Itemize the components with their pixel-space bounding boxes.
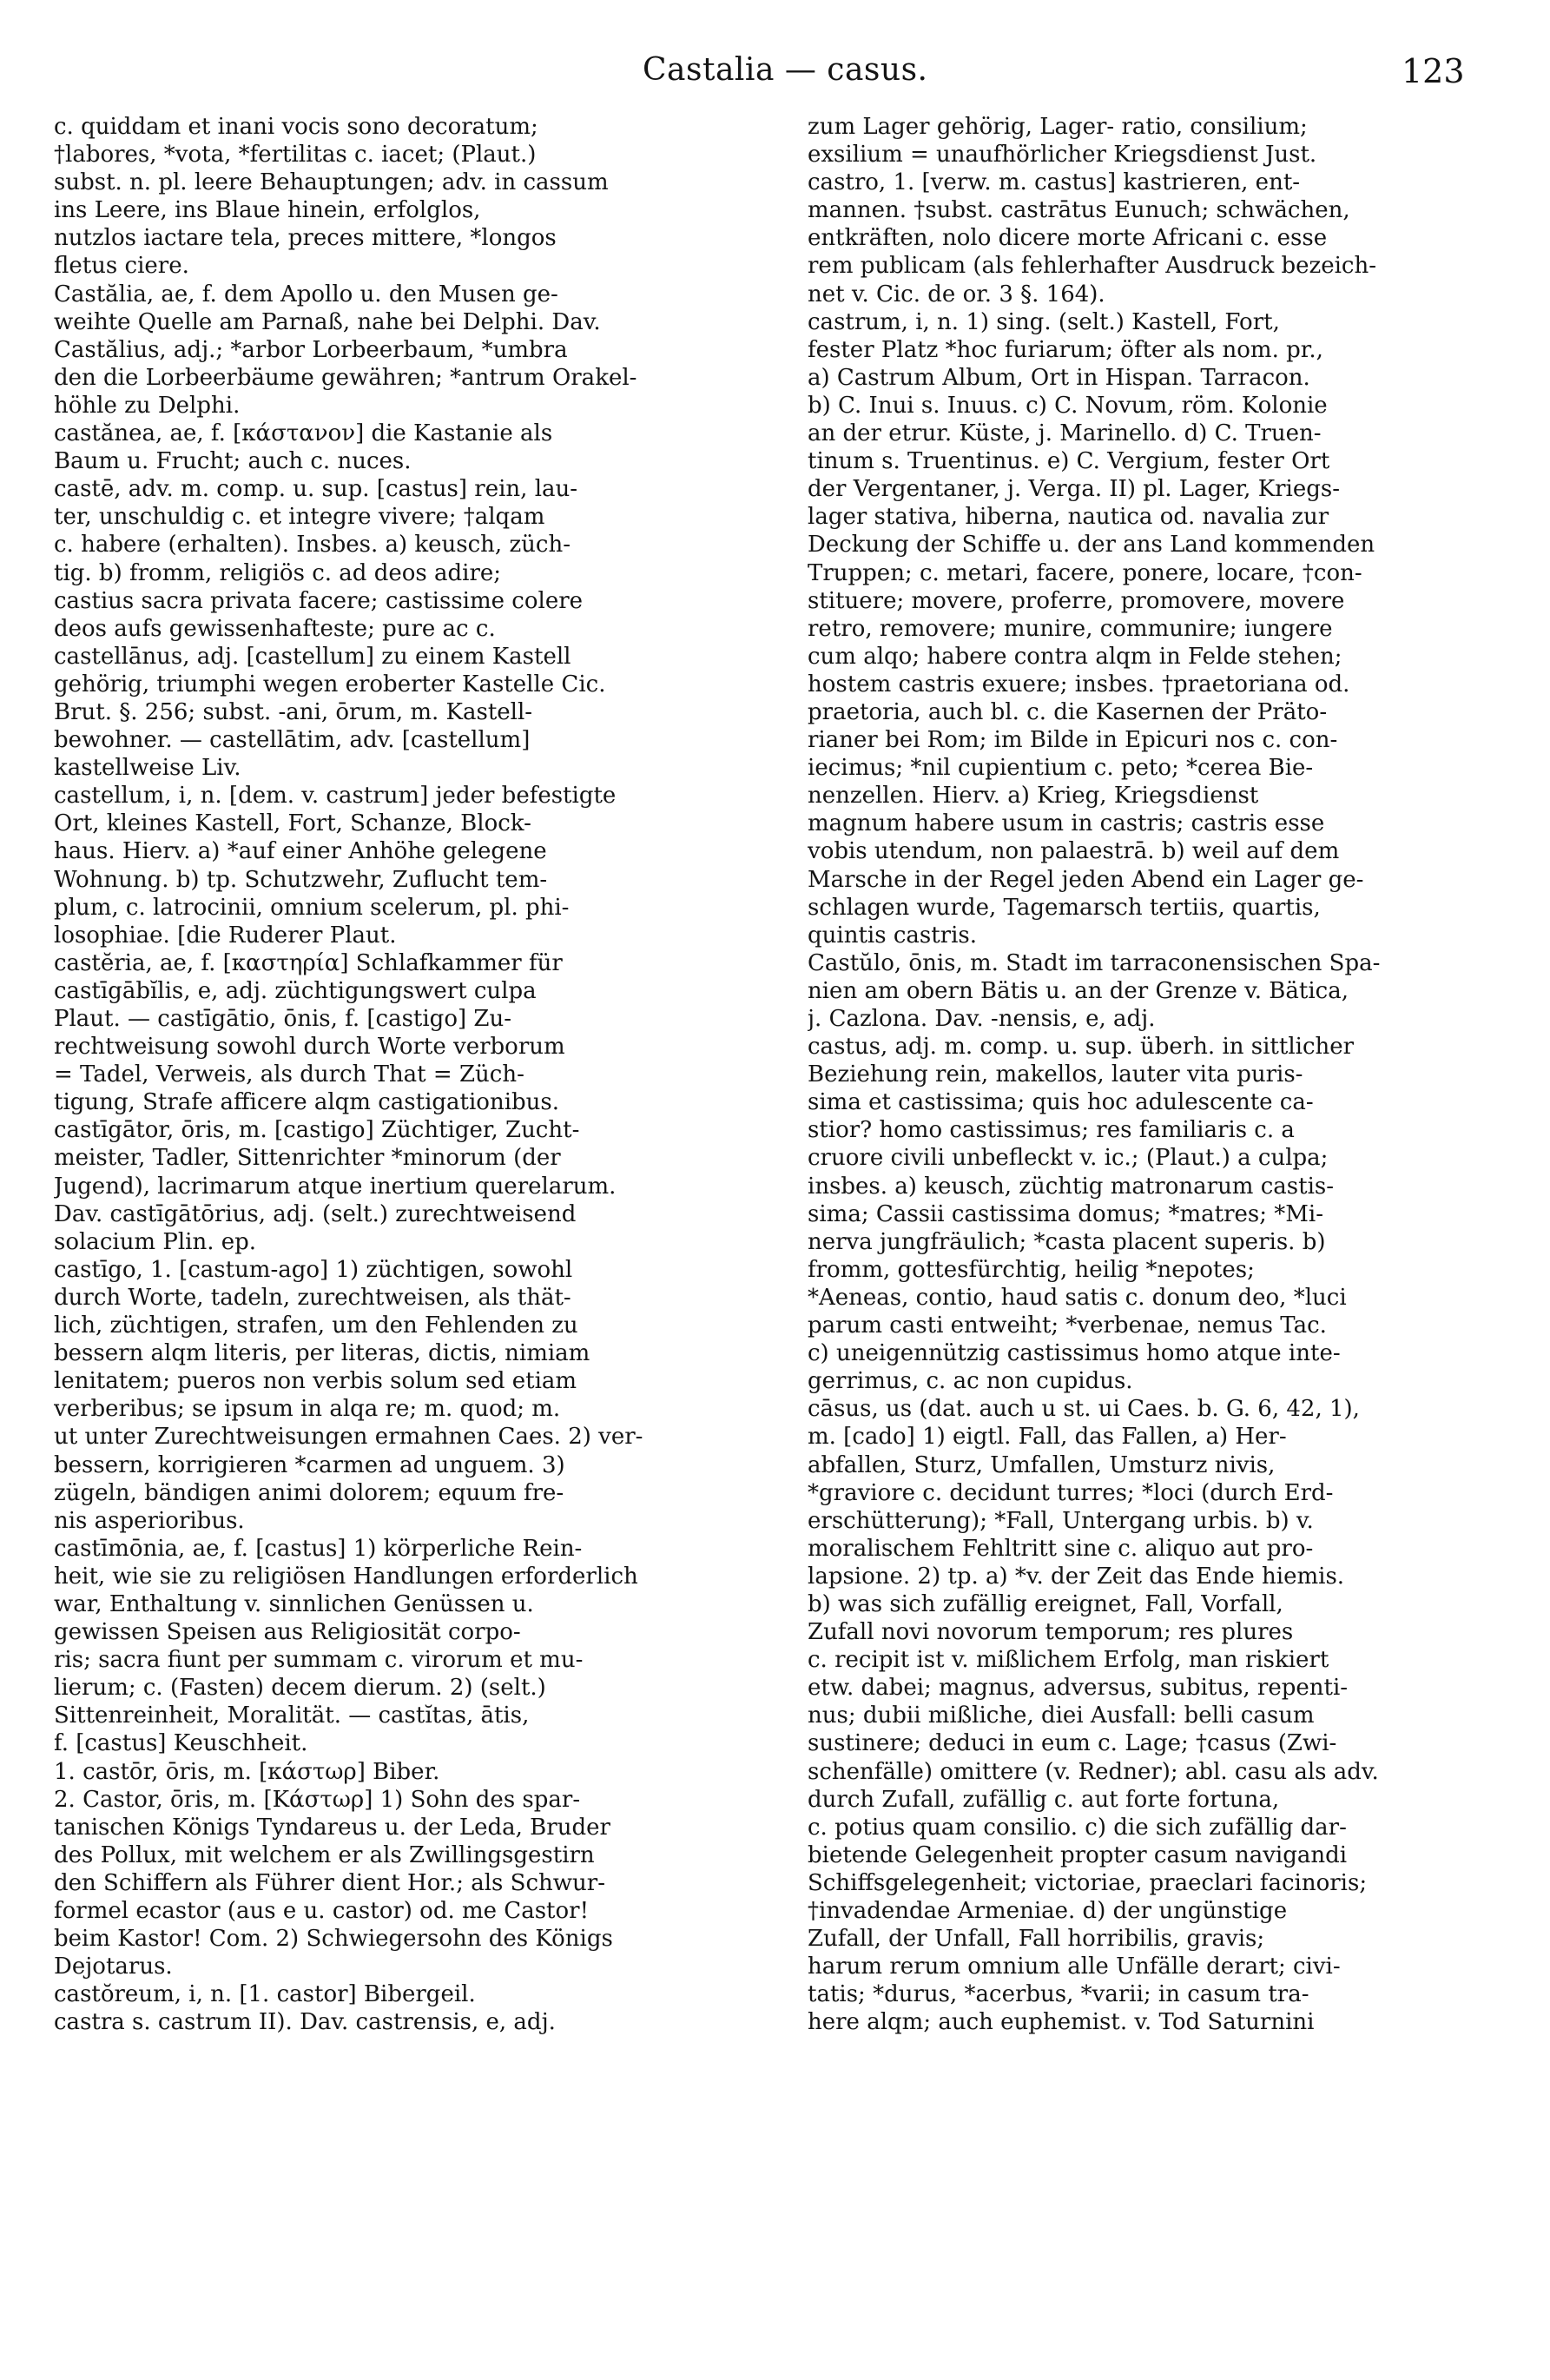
text-line: c. potius quam consilio. c) die sich zufällig dar- — [808, 1814, 1347, 1841]
text-line: lierum; c. (Fasten) decem dierum. 2) (selt.) — [54, 1675, 546, 1702]
text-line: nerva jungfräulich; *casta placent superis. b) — [808, 1228, 1326, 1255]
text-line: exsilium = unaufhörlicher Kriegsdienst Just. — [808, 142, 1317, 169]
text-line: bessern alqm literis, per literas, dictis, nimiam — [54, 1340, 590, 1367]
text-line: vobis utendum, non palaestrā. b) weil auf dem — [808, 838, 1340, 865]
text-line: b) C. Inui s. Inuus. c) C. Novum, röm. Kolonie — [808, 392, 1328, 419]
text-line: ris; sacra fiunt per summam c. virorum et mu- — [54, 1647, 584, 1674]
text-line: kastellweise Liv. — [54, 755, 241, 782]
text-line: war, Enthaltung v. sinnlichen Genüssen u. — [54, 1590, 534, 1617]
text-line: 1. castōr, ōris, m. [κάστωρ] Biber. — [54, 1758, 440, 1785]
text-line: Truppen; c. metari, facere, ponere, locare, †con- — [808, 559, 1362, 586]
text-line: net v. Cic. de or. 3 §. 164). — [808, 281, 1105, 307]
text-line: gerrimus, c. ac non cupidus. — [808, 1368, 1133, 1395]
text-line: haus. Hierv. a) *auf einer Anhöhe gelegene — [54, 838, 547, 865]
text-line: stior? homo castissimus; res familiaris c. a — [808, 1117, 1295, 1144]
text-line: deos aufs gewissenhafteste; pure ac c. — [54, 615, 496, 642]
text-line: quintis castris. — [808, 922, 978, 949]
text-line: höhle zu Delphi. — [54, 392, 241, 419]
text-line: Ort, kleines Kastell, Fort, Schanze, Block- — [54, 810, 531, 837]
text-line: gewissen Speisen aus Religiosität corpo- — [54, 1619, 521, 1646]
text-line: harum rerum omnium alle Unfälle derart; civi- — [808, 1954, 1341, 1980]
text-line: heit, wie sie zu religiösen Handlungen erforderlich — [54, 1563, 638, 1590]
text-line: durch Worte, tadeln, zurechtweisen, als thät- — [54, 1284, 571, 1311]
text-line: castănea, ae, f. [κάστανον] die Kastanie als — [54, 420, 553, 447]
text-line: ins Leere, ins Blaue hinein, erfolglos, — [54, 197, 481, 224]
text-line: castra s. castrum II). Dav. castrensis, e, adj. — [54, 2009, 556, 2036]
text-line: lapsione. 2) tp. a) *v. der Zeit das Ende hiemis. — [808, 1563, 1345, 1590]
text-line: iecimus; *nil cupientium c. peto; *cerea Bie- — [808, 755, 1314, 782]
text-line: nien am obern Bätis u. an der Grenze v. Bätica, — [808, 977, 1349, 1004]
text-line: f. [castus] Keuschheit. — [54, 1730, 308, 1757]
text-line: zum Lager gehörig, Lager- ratio, consilium; — [808, 114, 1308, 140]
text-line: magnum habere usum in castris; castris esse — [808, 810, 1325, 837]
text-line: lich, züchtigen, strafen, um den Fehlenden zu — [54, 1312, 578, 1339]
text-line: c. recipit ist v. mißlichem Erfolg, man riskiert — [808, 1647, 1329, 1674]
text-line: Wohnung. b) tp. Schutzwehr, Zuflucht tem- — [54, 866, 548, 893]
text-line: bewohner. — castellātim, adv. [castellum] — [54, 727, 531, 754]
text-line: formel ecastor (aus e u. castor) od. me Castor! — [54, 1898, 590, 1924]
text-line: m. [cado] 1) eigtl. Fall, das Fallen, a) Her- — [808, 1424, 1287, 1451]
text-line: retro, removere; munire, communire; iungere — [808, 615, 1333, 642]
text-line: sustinere; deduci in eum c. Lage; †casus (Zwi- — [808, 1730, 1337, 1757]
text-line: schlagen wurde, Tagemarsch tertiis, quartis, — [808, 894, 1321, 921]
text-line: tinum s. Truentinus. e) C. Vergium, fester Ort — [808, 448, 1330, 475]
text-line: stituere; movere, proferre, promovere, movere — [808, 587, 1345, 614]
text-line: solacium Plin. ep. — [54, 1228, 257, 1255]
text-line: schenfälle) omittere (v. Redner); abl. casu als adv. — [808, 1758, 1379, 1785]
text-line: an der etrur. Küste, j. Marinello. d) C. Truen- — [808, 420, 1322, 447]
text-line: des Pollux, mit welchem er als Zwillingsgestirn — [54, 1841, 595, 1868]
text-line: durch Zufall, zufällig c. aut forte fortuna, — [808, 1786, 1280, 1813]
text-line: Zufall, der Unfall, Fall horribilis, gravis; — [808, 1926, 1265, 1953]
text-line: tatis; *durus, *acerbus, *varii; in casum tra- — [808, 1981, 1309, 2008]
text-line: = Tadel, Verweis, als durch That = Züch- — [54, 1061, 524, 1088]
text-line: c) uneigennützig castissimus homo atque inte- — [808, 1340, 1341, 1367]
text-line: rianer bei Rom; im Bilde in Epicuri nos c. con- — [808, 727, 1338, 754]
text-line: castīgābĭlis, e, adj. züchtigungswert culpa — [54, 977, 537, 1004]
text-line: Deckung der Schiffe u. der ans Land kommenden — [808, 532, 1375, 559]
text-line: Dejotarus. — [54, 1954, 173, 1980]
text-line: c. quiddam et inani vocis sono decoratum; — [54, 114, 538, 140]
text-line: zügeln, bändigen animi dolorem; equum fre- — [54, 1479, 564, 1506]
right-column — [808, 113, 1537, 2363]
text-line: castīmōnia, ae, f. [castus] 1) körperliche Rein- — [54, 1535, 583, 1562]
text-line: rem publicam (als fehlerhafter Ausdruck bezeich- — [808, 253, 1377, 280]
text-line: gehörig, triumphi wegen eroberter Kastelle Cic. — [54, 671, 606, 697]
text-line: castro, 1. [verw. m. castus] kastrieren, ent- — [808, 169, 1301, 196]
text-line: ut unter Zurechtweisungen ermahnen Caes. 2) ver- — [54, 1424, 643, 1451]
text-line: b) was sich zufällig ereignet, Fall, Vorfall, — [808, 1590, 1283, 1617]
text-line: subst. n. pl. leere Behauptungen; adv. in cassum — [54, 169, 609, 196]
text-line: beim Kastor! Com. 2) Schwiegersohn des Königs — [54, 1926, 613, 1953]
text-line: Baum u. Frucht; auch c. nuces. — [54, 448, 412, 475]
text-line: nus; dubii mißliche, diei Ausfall: belli casum — [808, 1702, 1315, 1729]
text-line: den Schiffern als Führer dient Hor.; als Schwur- — [54, 1869, 605, 1896]
text-line: Marsche in der Regel jeden Abend ein Lager ge- — [808, 866, 1364, 893]
text-line: fromm, gottesfürchtig, heilig *nepotes; — [808, 1256, 1255, 1283]
text-line: lager stativa, hiberna, nautica od. navalia zur — [808, 504, 1329, 531]
text-line: losophiae. [die Ruderer Plaut. — [54, 922, 397, 949]
text-line: tigung, Strafe afficere alqm castigationibus. — [54, 1089, 560, 1116]
text-line: bietende Gelegenheit propter casum navigandi — [808, 1841, 1348, 1868]
text-line: parum casti entweiht; *verbenae, nemus Tac. — [808, 1312, 1327, 1339]
text-line: 2. Castor, ōris, m. [Κάστωρ] 1) Sohn des spar- — [54, 1786, 581, 1813]
text-line: lenitatem; pueros non verbis solum sed etiam — [54, 1368, 577, 1395]
text-line: †invadendae Armeniae. d) der ungünstige — [808, 1898, 1288, 1924]
text-line: *graviore c. decidunt turres; *loci (durch Erd- — [808, 1479, 1334, 1506]
text-line: *Aeneas, contio, haud satis c. donum deo, *luci — [808, 1284, 1347, 1311]
text-line: etw. dabei; magnus, adversus, subitus, repenti- — [808, 1675, 1349, 1702]
text-line: c. habere (erhalten). Insbes. a) keusch, züch- — [54, 532, 571, 559]
text-line: sima; Cassii castissima domus; *matres; *Mi- — [808, 1200, 1323, 1227]
text-line: Plaut. — castīgātio, ōnis, f. [castigo] Zu- — [54, 1006, 511, 1032]
text-line: meister, Tadler, Sittenrichter *minorum (der — [54, 1145, 561, 1172]
text-line: Beziehung rein, makellos, lauter vita puris- — [808, 1061, 1303, 1088]
text-line: Castălius, adj.; *arbor Lorbeerbaum, *umbra — [54, 336, 568, 363]
text-line: castīgo, 1. [castum-ago] 1) züchtigen, sowohl — [54, 1256, 573, 1283]
text-line: bessern, korrigieren *carmen ad unguem. 3) — [54, 1451, 565, 1478]
text-line: plum, c. latrocinii, omnium scelerum, pl. phi- — [54, 894, 570, 921]
text-line: Zufall novi novorum temporum; res plures — [808, 1619, 1294, 1646]
text-line: ter, unschuldig c. et integre vivere; †alqam — [54, 504, 545, 531]
text-line: insbes. a) keusch, züchtig matronarum castis- — [808, 1173, 1335, 1200]
left-column — [54, 113, 777, 2363]
text-line: cruore civili unbefleckt v. ic.; (Plaut.) a culpa; — [808, 1145, 1329, 1172]
text-line: Sittenreinheit, Moralität. — castĭtas, ātis, — [54, 1702, 530, 1729]
text-line: hostem castris exuere; insbes. †praetoriana od. — [808, 671, 1350, 697]
text-line: nenzellen. Hierv. a) Krieg, Kriegsdienst — [808, 783, 1259, 810]
text-line: Brut. §. 256; subst. -ani, ōrum, m. Kastell- — [54, 698, 533, 725]
text-line: a) Castrum Album, Ort in Hispan. Tarracon. — [808, 364, 1310, 391]
text-line: tig. b) fromm, religiös c. ad deos adire; — [54, 559, 502, 586]
page-number: 123 — [1402, 52, 1465, 90]
text-line: castellum, i, n. [dem. v. castrum] jeder befestigte — [54, 783, 617, 810]
text-line: cāsus, us (dat. auch u st. ui Caes. b. G. 6, 42, 1), — [808, 1396, 1360, 1423]
text-line: erschütterung); *Fall, Untergang urbis. b) v. — [808, 1507, 1314, 1534]
text-line: weihte Quelle am Parnaß, nahe bei Delphi. Dav. — [54, 308, 601, 335]
running-head: Castalia — casus. — [643, 52, 928, 88]
text-line: castē, adv. m. comp. u. sup. [castus] rein, lau- — [54, 476, 578, 503]
text-line: Jugend), lacrimarum atque inertium querelarum. — [54, 1173, 617, 1200]
text-line: Castălia, ae, f. dem Apollo u. den Musen ge- — [54, 281, 558, 307]
text-line: castīgātor, ōris, m. [castigo] Züchtiger, Zucht- — [54, 1117, 580, 1144]
text-line: castrum, i, n. 1) sing. (selt.) Kastell, Fort, — [808, 308, 1280, 335]
text-line: castius sacra privata facere; castissime colere — [54, 587, 584, 614]
text-line: tanischen Königs Tyndareus u. der Leda, Bruder — [54, 1814, 610, 1841]
text-line: abfallen, Sturz, Umfallen, Umsturz nivis, — [808, 1451, 1276, 1478]
text-line: castŏreum, i, n. [1. castor] Bibergeil. — [54, 1981, 476, 2008]
text-line: cum alqo; habere contra alqm in Felde stehen; — [808, 643, 1342, 670]
text-line: castus, adj. m. comp. u. sup. überh. in sittlicher — [808, 1034, 1355, 1061]
text-line: verberibus; se ipsum in alqa re; m. quod; m. — [54, 1396, 561, 1423]
text-line: den die Lorbeerbäume gewähren; *antrum Orakel- — [54, 364, 637, 391]
text-line: der Vergentaner, j. Verga. II) pl. Lager, Kriegs- — [808, 476, 1341, 503]
text-line: praetoria, auch bl. c. die Kasernen der Präto- — [808, 698, 1328, 725]
text-line: moralischem Fehltritt sine c. aliquo aut pro- — [808, 1535, 1314, 1562]
text-line: nis asperioribus. — [54, 1507, 245, 1534]
text-line: Schiffsgelegenheit; victoriae, praeclari facinoris; — [808, 1869, 1368, 1896]
text-line: fletus ciere. — [54, 253, 189, 280]
text-line: entkräften, nolo dicere morte Africani c. esse — [808, 225, 1328, 252]
text-line: nutzlos iactare tela, preces mittere, *longos — [54, 225, 557, 252]
text-line: castĕria, ae, f. [καστηρία] Schlafkammer für — [54, 949, 563, 976]
text-line: fester Platz *hoc furiarum; öfter als nom. pr., — [808, 336, 1323, 363]
text-line: Castŭlo, ōnis, m. Stadt im tarraconensischen Spa- — [808, 949, 1381, 976]
text-line: mannen. †subst. castrātus Eunuch; schwächen, — [808, 197, 1350, 224]
text-line: here alqm; auch euphemist. v. Tod Saturnini — [808, 2009, 1315, 2036]
text-line: †labores, *vota, *fertilitas c. iacet; (Plaut.) — [54, 142, 537, 169]
text-line: castellānus, adj. [castellum] zu einem Kastell — [54, 643, 571, 670]
text-line: j. Cazlona. Dav. -nensis, e, adj. — [808, 1006, 1156, 1032]
text-line: Dav. castīgātōrius, adj. (selt.) zurechtweisend — [54, 1200, 577, 1227]
text-line: rechtweisung sowohl durch Worte verborum — [54, 1034, 565, 1061]
text-line: sima et castissima; quis hoc adulescente ca- — [808, 1089, 1314, 1116]
